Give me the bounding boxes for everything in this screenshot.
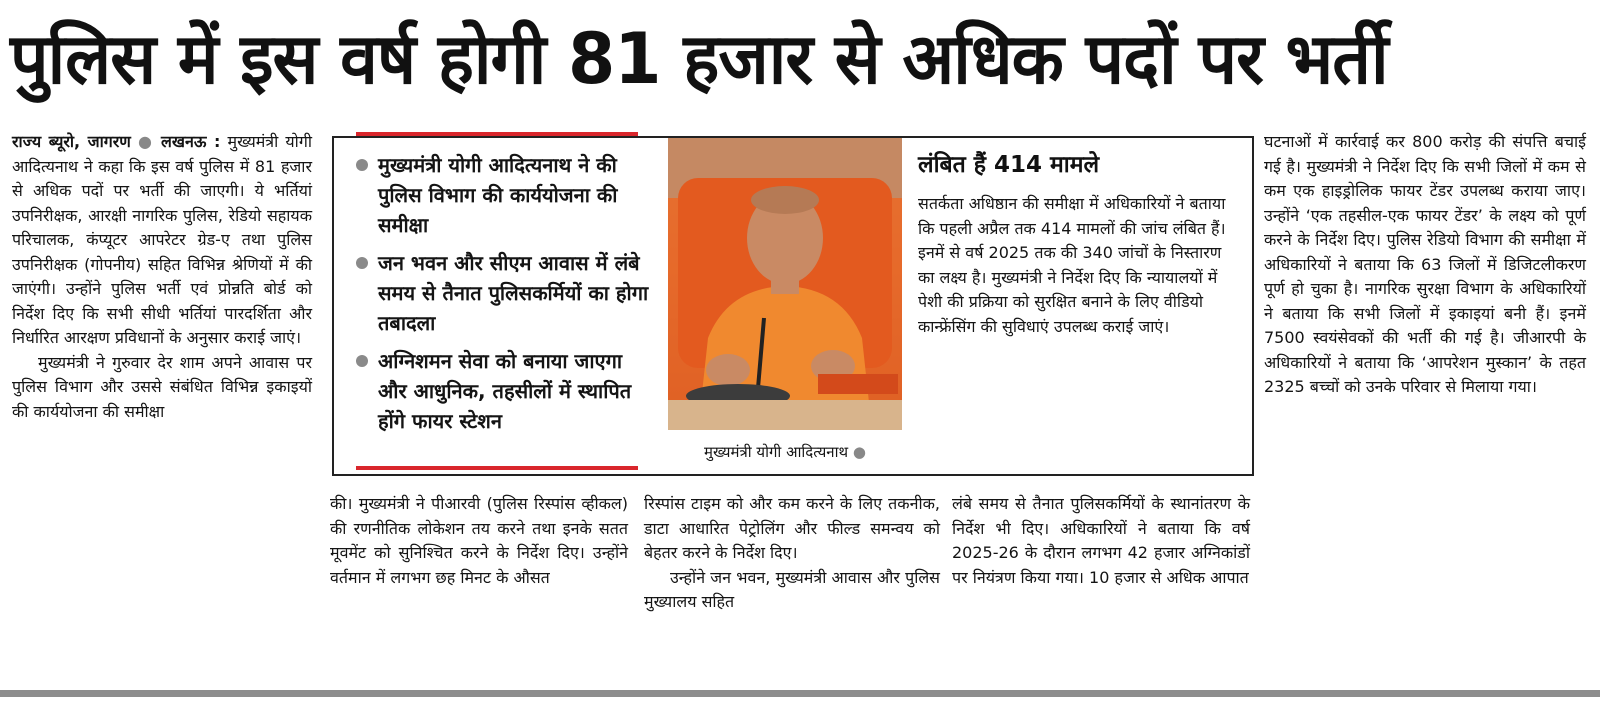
photo-caption-text: मुख्यमंत्री योगी आदित्यनाथ (704, 443, 849, 461)
article-column-2-text: की। मुख्यमंत्री ने पीआरवी (पुलिस रिस्पांस व्हीकल) की रणनीतिक लोकेशन तय करने तथा इनके सतत मूवमेंट को सुनिश्चित करने के निर्देश दिए। उन्होंने वर्तमान में लगभग छह मिनट के औसत (330, 494, 628, 587)
highlights-list (356, 150, 656, 444)
dateline-city: लखनऊ : (161, 132, 221, 151)
photo-caption (668, 430, 902, 474)
highlight-text: मुख्यमंत्री योगी आदित्यनाथ ने की पुलिस विभाग की कार्ययोजना की समीक्षा (378, 153, 618, 237)
article-column-5-text: घटनाओं में कार्रवाई कर 800 करोड़ की संपत्ति बचाई गई है। मुख्यमंत्री ने निर्देश दिए कि सभी जिलों में कम से कम एक हाइड्रोलिक फायर टेंडर उपलब्ध कराया जाए। उन्होंने ‘एक तहसील-एक फायर टेंडर’ के लक्ष्य को पूर्ण करने के निर्देश दिए। पुलिस रेडियो विभाग की समीक्षा में अधिकारियों ने बताया कि 63 जिलों में डिजिटलीकरण पूर्ण हो चुका है। नागरिक सुरक्षा विभाग के अधिकारियों ने बताया कि सभी जिलों में इकाइयां बनी हैं। इनमें 7500 स्वयंसेवकों की भर्ती की गई है। जीआरपी के अधिकारियों ने बताया कि ‘आपरेशन मुस्कान’ के तहत 2325 बच्चों को उनके परिवार से मिलाया गया। (1264, 132, 1586, 396)
highlight-text: जन भवन और सीएम आवास में लंबे समय से तैनात पुलिसकर्मियों का होगा तबादला (378, 251, 649, 335)
dateline: राज्य ब्यूरो, जागरण (12, 132, 131, 151)
article-column-4 (952, 492, 1250, 590)
highlight-text: अग्निशमन सेवा को बनाया जाएगा और आधुनिक, तहसीलों में स्थापित होंगे फायर स्टेशन (378, 349, 632, 433)
article-column-1 (12, 130, 312, 424)
article-column-3-text-1: रिस्पांस टाइम को और कम करने के लिए तकनीक, डाटा आधारित पेट्रोलिंग और फील्ड समन्वय को बेहतर करने के निर्देश दिए। (644, 494, 940, 562)
sidebar-title: लंबित हैं 414 मामले (918, 152, 1100, 178)
cm-portrait-illustration (668, 138, 902, 430)
highlights-top-accent (356, 132, 638, 136)
article-column-2 (330, 492, 628, 590)
highlight-item (356, 346, 656, 436)
highlights-bottom-accent (356, 466, 638, 470)
bullet-icon (356, 355, 368, 367)
article-column-3 (644, 492, 940, 615)
article-column-4-text: लंबे समय से तैनात पुलिसकर्मियों के स्थानांतरण के निर्देश भी दिए। अधिकारियों ने बताया कि वर्ष 2025-26 के दौरान लगभग 42 हजार अग्निकांडों पर नियंत्रण किया गया। 10 हजार से अधिक आपात (952, 494, 1250, 587)
highlight-item (356, 150, 656, 240)
bottom-rule (0, 690, 1600, 697)
article-paragraph-1: मुख्यमंत्री योगी आदित्यनाथ ने कहा कि इस वर्ष पुलिस में 81 हजार से अधिक पदों पर भर्ती की जाएगी। ये भर्तियां उपनिरीक्षक, आरक्षी नागरिक पुलिस, रेडियो सहायक परिचालक, कंप्यूटर आपरेटर ग्रेड-ए तथा पुलिस उपनिरीक्षक (गोपनीय) सहित विभिन्न श्रेणियों में की जाएंगी। उन्होंने पुलिस भर्ती एवं प्रोन्नति बोर्ड को निर्देश दिए कि सभी सीधी भर्तियां पारदर्शिता और निर्धारित आरक्षण प्रविधानों के अनुसार कराई जाएं। (12, 132, 312, 347)
sidebar-pending-cases (918, 148, 1236, 339)
bullet-icon (356, 257, 368, 269)
headline: पुलिस में इस वर्ष होगी 81 हजार से अधिक पदों पर भर्ती (10, 18, 1388, 100)
cm-photo (668, 138, 902, 430)
highlight-item (356, 248, 656, 338)
sidebar-text: सतर्कता अधिष्ठान की समीक्षा में अधिकारियों ने बताया कि पहली अप्रैल तक 414 मामलों की जांच लंबित हैं। इनमें से वर्ष 2025 तक की 340 जांचों के निस्तारण का लक्ष्य है। मुख्यमंत्री ने निर्देश दिए कि न्यायालयों में पेशी की प्रक्रिया को सुरक्षित बनाने के लिए वीडियो कान्फ्रेंसिंग की सुविधाएं उपलब्ध कराई जाएं। (918, 194, 1226, 336)
article-paragraph-2: मुख्यमंत्री ने गुरुवार देर शाम अपने आवास पर पुलिस विभाग और उससे संबंधित विभिन्न इकाइयों की कार्ययोजना की समीक्षा (12, 352, 312, 421)
article-lead-paragraph (12, 130, 312, 351)
bullet-icon (356, 159, 368, 171)
article-column-5 (1264, 130, 1586, 400)
caption-dot: ● (852, 443, 866, 461)
dateline-separator: ● (137, 132, 154, 151)
article-column-3-text-2: उन्होंने जन भवन, मुख्यमंत्री आवास और पुलिस मुख्यालय सहित (644, 567, 940, 611)
